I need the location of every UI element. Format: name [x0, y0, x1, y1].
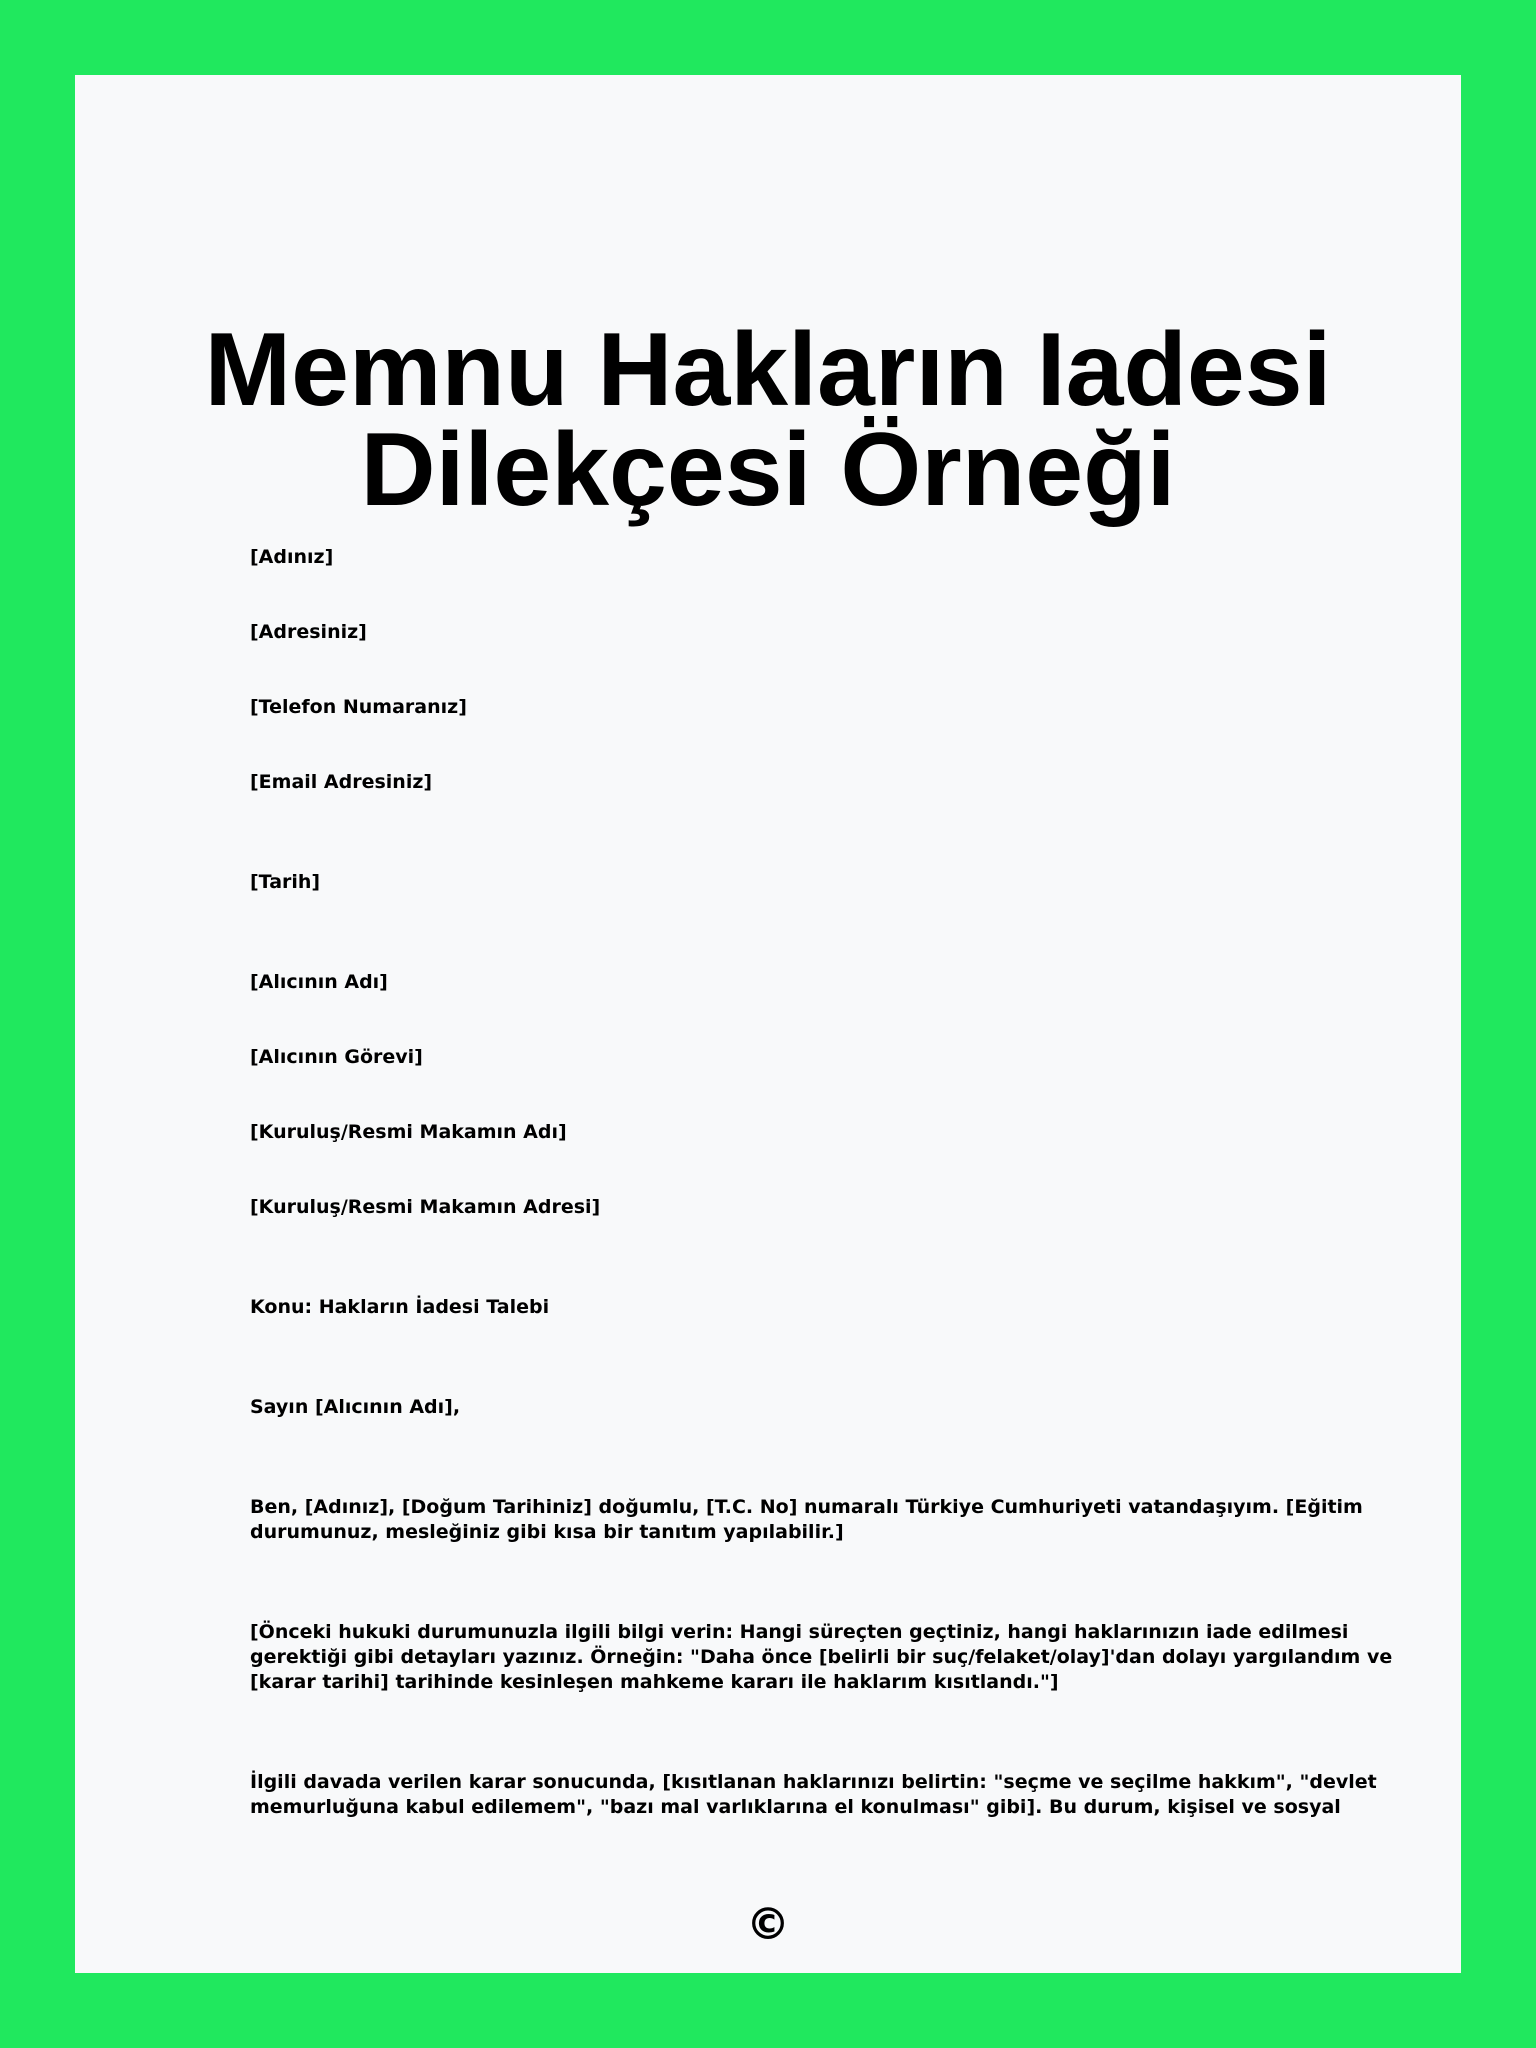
paragraph-line: durumunuz, mesleğiniz gibi kısa bir tanıtım yapılabilir.]	[250, 1521, 844, 1543]
subject-line: Konu: Hakların İadesi Talebi	[250, 1296, 550, 1318]
body-paragraph-1	[250, 1495, 1363, 1545]
date-line: [Tarih]	[250, 871, 321, 893]
title-line-2: Dilekçesi Örneği	[360, 412, 1176, 528]
paragraph-line: [karar tarihi] tarihinde kesinleşen mahkeme kararı ile haklarım kısıtlandı."]	[250, 1671, 1059, 1693]
recipient-position: [Alıcının Görevi]	[250, 1046, 423, 1068]
paragraph-line: Ben, [Adınız], [Doğum Tarihiniz] doğumlu, [T.C. No] numaralı Türkiye Cumhuriyeti vatandaşıyım. [Eğitim	[250, 1496, 1363, 1518]
recipient-institution-address: [Kuruluş/Resmi Makamın Adresi]	[250, 1196, 601, 1218]
body-paragraph-2	[250, 1620, 1393, 1695]
title-line-1: Memnu Hakların Iadesi	[204, 312, 1332, 428]
recipient-name: [Alıcının Adı]	[250, 971, 388, 993]
paragraph-line: [Önceki hukuki durumunuzla ilgili bilgi verin: Hangi süreçten geçtiniz, hangi haklarınızın iade edilmesi	[250, 1621, 1349, 1643]
body-paragraph-3	[250, 1770, 1377, 1820]
paragraph-line: İlgili davada verilen karar sonucunda, [kısıtlanan haklarınızı belirtin: "seçme ve seçilme hakkım", "devlet	[250, 1771, 1377, 1793]
copyright-icon: ©	[746, 1899, 790, 1950]
paragraph-line: gerektiği gibi detayları yazınız. Örneğin: "Daha önce [belirli bir suç/felaket/olay]'dan dolayı yargılandım ve	[250, 1646, 1393, 1668]
salutation: Sayın [Alıcının Adı],	[250, 1396, 461, 1418]
sender-address: [Adresiniz]	[250, 621, 367, 643]
sender-phone: [Telefon Numaranız]	[250, 696, 467, 718]
sender-name: [Adınız]	[250, 546, 334, 568]
document-page	[75, 75, 1461, 1973]
paragraph-line: memurluğuna kabul edilemem", "bazı mal varlıklarına el konulması" gibi]. Bu durum, kişisel ve sosyal	[250, 1796, 1341, 1818]
recipient-institution: [Kuruluş/Resmi Makamın Adı]	[250, 1121, 567, 1143]
document-title	[75, 312, 1461, 528]
sender-email: [Email Adresiniz]	[250, 771, 433, 793]
